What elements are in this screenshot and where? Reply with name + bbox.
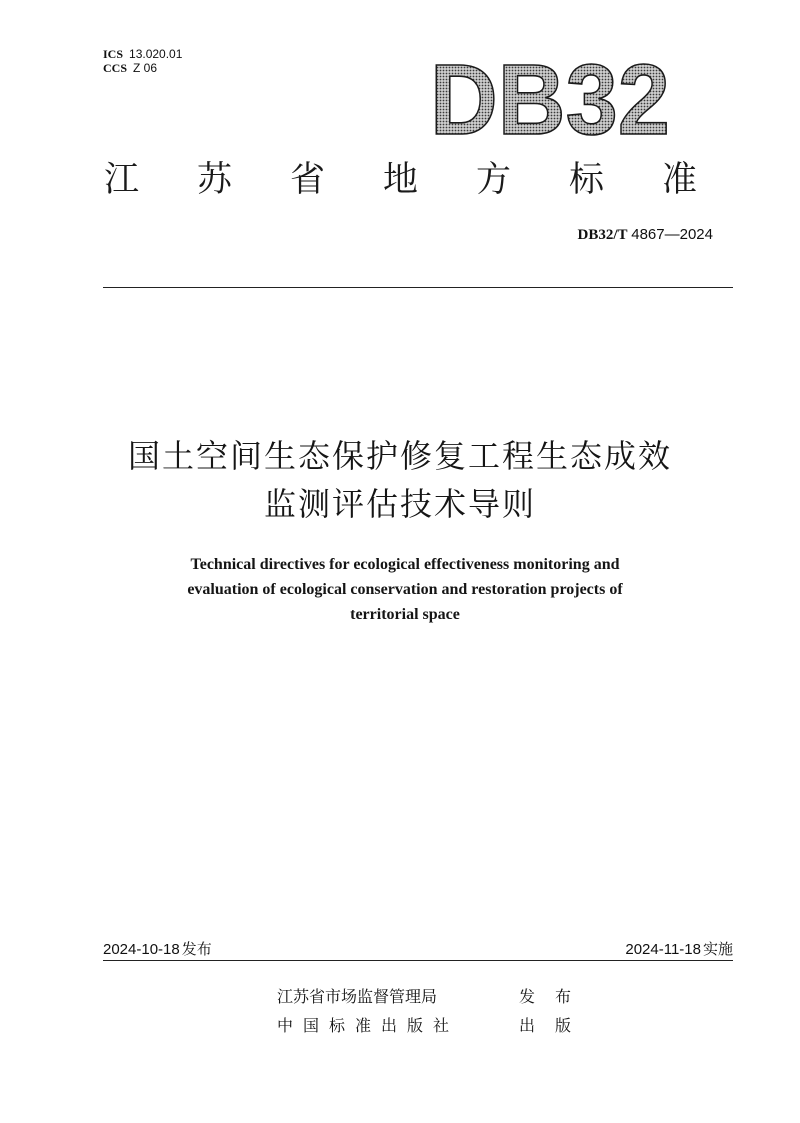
issue-date: [103, 939, 212, 960]
issuer-1-action: 发布: [519, 987, 592, 1006]
standard-number: [577, 226, 713, 244]
implementation-date-label: 实施: [702, 940, 733, 958]
implementation-date-value: 2024-11-18: [625, 941, 701, 958]
standard-number-value: 4867—2024: [631, 226, 713, 243]
english-title-line-2: evaluation of ecological conservation and restoration projects of: [187, 581, 623, 598]
issuer-2-action: 出版: [519, 1016, 592, 1035]
ccs-value: Z 06: [133, 61, 158, 75]
ccs-code: [103, 61, 157, 75]
bottom-divider: [103, 960, 733, 961]
ics-value: 13.020.01: [129, 47, 183, 61]
issue-date-label: 发布: [181, 940, 212, 958]
db-mark-text: DB32: [430, 54, 670, 140]
ics-label: ICS: [103, 47, 124, 61]
ics-code: [103, 47, 182, 61]
top-divider: [103, 287, 733, 288]
province-standard-title: 江苏省地方标准: [104, 160, 756, 200]
issuer-2-org: 中国标准出版社: [277, 1016, 460, 1035]
issuer-1: [277, 986, 591, 1008]
issuer-1-org: 江苏省市场监督管理局: [277, 987, 438, 1006]
chinese-title-line-1: 国土空间生态保护修复工程生态成效: [127, 437, 672, 475]
db-standard-mark: [430, 54, 675, 140]
english-title-line-3: territorial space: [350, 606, 460, 623]
issue-date-value: 2024-10-18: [103, 941, 180, 958]
issuer-2: [277, 1015, 591, 1037]
chinese-title-line-2: 监测评估技术导则: [263, 485, 536, 523]
implementation-date: [625, 939, 733, 960]
standard-prefix: DB32/T: [577, 227, 628, 243]
english-title-line-1: Technical directives for ecological effectiveness monitoring and: [190, 556, 620, 573]
ccs-label: CCS: [103, 61, 128, 75]
